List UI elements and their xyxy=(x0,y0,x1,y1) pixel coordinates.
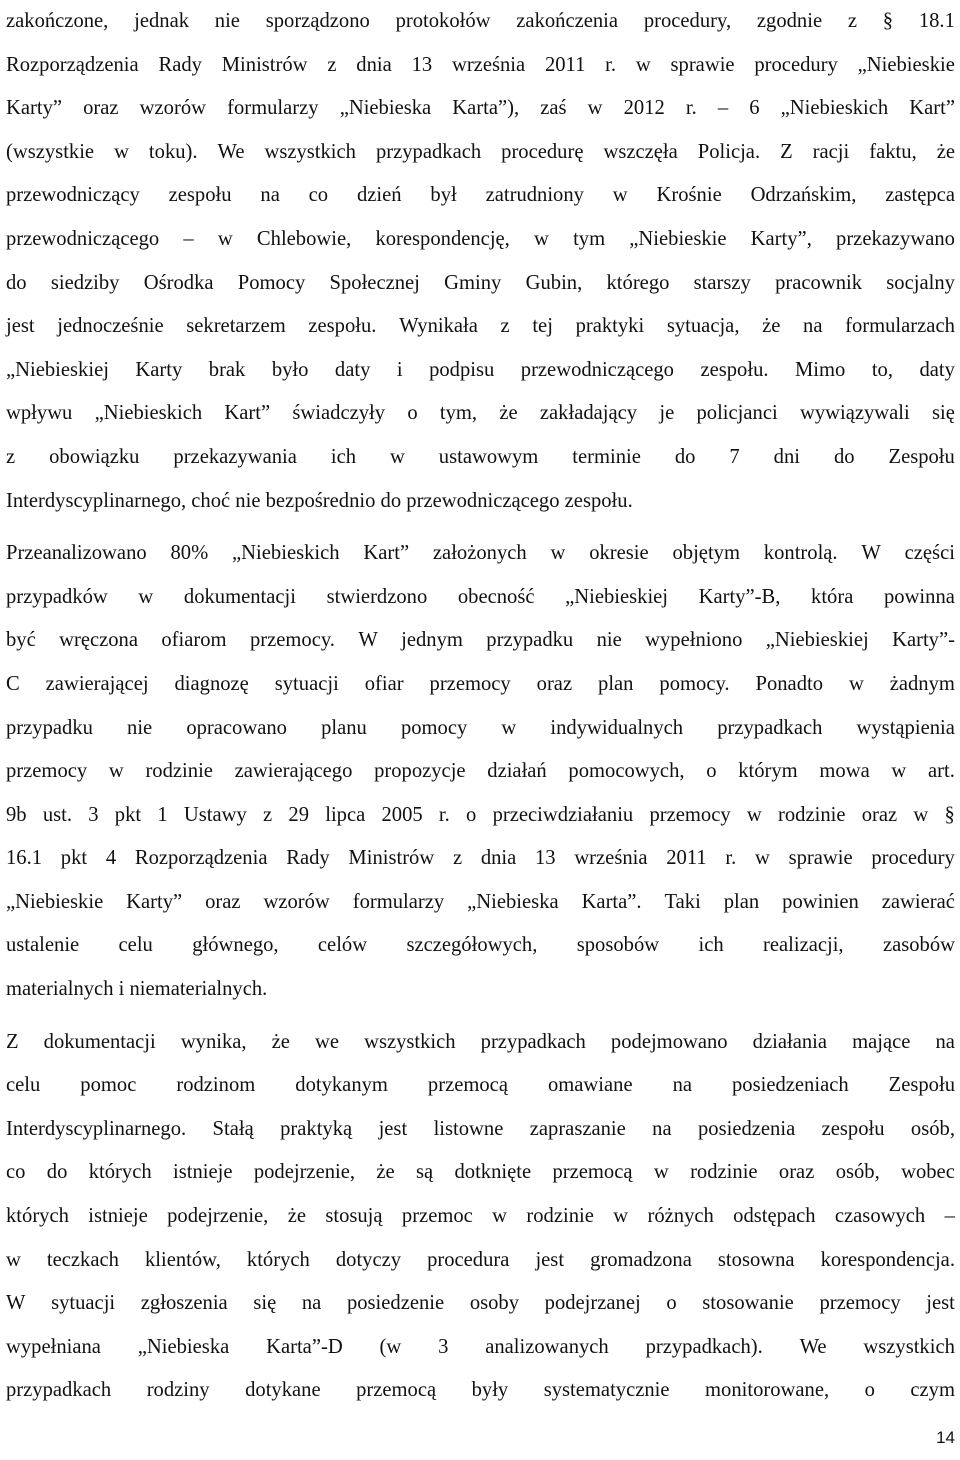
text-line: jest jednocześnie sekretarzem zespołu. Wynikała z tej praktyki sytuacja, że na formularzach xyxy=(6,315,955,338)
text-line: przypadkach rodziny dotykane przemocą były systematycznie monitorowane, o czym xyxy=(6,1379,955,1402)
text-line: przypadku nie opracowano planu pomocy w indywidualnych przypadkach wystąpienia xyxy=(6,716,955,739)
text-line: w teczkach klientów, których dotyczy procedura jest gromadzona stosowna korespondencja. xyxy=(6,1248,955,1271)
text-line: wpływu „Niebieskich Kart” świadczyły o tym, że zakładający je policjanci wywiązywali się xyxy=(6,402,955,425)
paragraph-gap xyxy=(6,523,955,532)
text-line: do siedziby Ośrodka Pomocy Społecznej Gminy Gubin, którego starszy pracownik socjalny xyxy=(6,271,955,294)
text-line: przemocy w rodzinie zawierającego propozycje działań pomocowych, o którym mowa w art. xyxy=(6,760,955,783)
text-line: przypadków w dokumentacji stwierdzono obecność „Niebieskiej Karty”-B, która powinna xyxy=(6,585,955,608)
text-line: C zawierającej diagnozę sytuacji ofiar przemocy oraz plan pomocy. Ponadto w żadnym xyxy=(6,672,955,695)
text-line: co do których istnieje podejrzenie, że są dotknięte przemocą w rodzinie oraz osób, wobec xyxy=(6,1161,955,1184)
text-line: 9b ust. 3 pkt 1 Ustawy z 29 lipca 2005 r. o przeciwdziałaniu przemocy w rodzinie oraz w § xyxy=(6,803,955,826)
text-line: być wręczona ofiarom przemocy. W jednym przypadku nie wypełniono „Niebieskiej Karty”- xyxy=(6,629,955,652)
text-line: ustalenie celu głównego, celów szczegółowych, sposobów ich realizacji, zasobów xyxy=(6,934,955,957)
page-number: 14 xyxy=(936,1428,955,1447)
text-line: „Niebieskiej Karty brak było daty i podpisu przewodniczącego zespołu. Mimo to, daty xyxy=(6,358,955,381)
text-line: materialnych i niematerialnych. xyxy=(6,978,268,1001)
text-line: (wszystkie w toku). We wszystkich przypadkach procedurę wszczęła Policja. Z racji faktu, że xyxy=(6,140,955,163)
text-line: Interdyscyplinarnego. Stałą praktyką jest listowne zapraszanie na posiedzenia zespołu osób, xyxy=(6,1117,955,1140)
text-line: W sytuacji zgłoszenia się na posiedzenie osoby podejrzanej o stosowanie przemocy jest xyxy=(6,1292,955,1315)
text-line: Z dokumentacji wynika, że we wszystkich przypadkach podejmowano działania mające na xyxy=(6,1030,955,1053)
text-line: Przeanalizowano 80% „Niebieskich Kart” założonych w okresie objętym kontrolą. W części xyxy=(6,542,955,565)
paragraph xyxy=(6,0,955,523)
document-body xyxy=(6,0,955,1413)
text-line: z obowiązku przekazywania ich w ustawowym terminie do 7 dni do Zespołu xyxy=(6,445,955,468)
paragraph xyxy=(6,1021,955,1413)
text-line: których istnieje podejrzenie, że stosują przemoc w rodzinie w różnych odstępach czasowych – xyxy=(6,1205,955,1228)
document-page xyxy=(6,0,955,1413)
paragraph-gap xyxy=(6,1012,955,1021)
text-line: Interdyscyplinarnego, choć nie bezpośrednio do przewodniczącego zespołu. xyxy=(6,489,633,512)
text-line: wypełniana „Niebieska Karta”-D (w 3 analizowanych przypadkach). We wszystkich xyxy=(6,1335,955,1358)
paragraph xyxy=(6,532,955,1012)
text-line: Rozporządzenia Rady Ministrów z dnia 13 września 2011 r. w sprawie procedury „Niebieskie xyxy=(6,53,955,76)
text-line: „Niebieskie Karty” oraz wzorów formularzy „Niebieska Karta”. Taki plan powinien zawierać xyxy=(6,890,955,913)
text-line: przewodniczącego – w Chlebowie, korespondencję, w tym „Niebieskie Karty”, przekazywano xyxy=(6,227,955,250)
text-line: 16.1 pkt 4 Rozporządzenia Rady Ministrów z dnia 13 września 2011 r. w sprawie procedury xyxy=(6,847,955,870)
text-line: zakończone, jednak nie sporządzono protokołów zakończenia procedury, zgodnie z § 18.1 xyxy=(6,10,955,32)
text-line: przewodniczący zespołu na co dzień był zatrudniony w Krośnie Odrzańskim, zastępca xyxy=(6,184,955,207)
text-line: celu pomoc rodzinom dotykanym przemocą omawiane na posiedzeniach Zespołu xyxy=(6,1074,955,1097)
text-line: Karty” oraz wzorów formularzy „Niebieska Karta”), zaś w 2012 r. – 6 „Niebieskich Kart” xyxy=(6,97,955,120)
